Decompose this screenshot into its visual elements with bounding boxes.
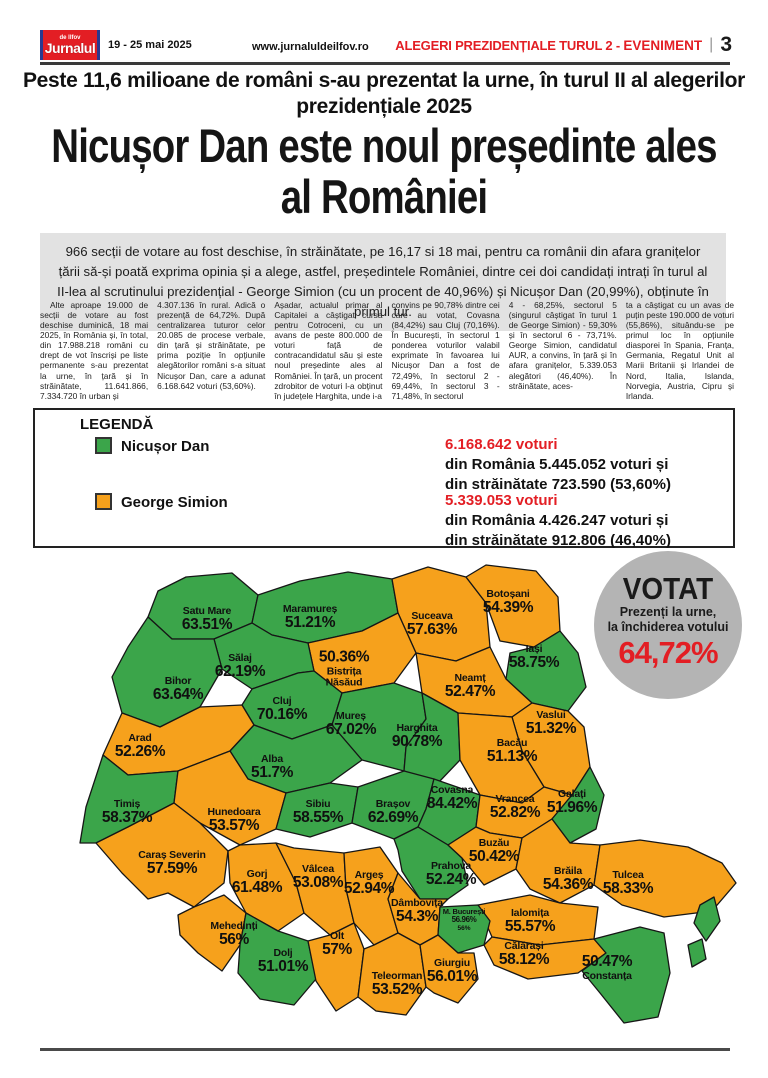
county-label-hunedoara: Hunedoara 53.57% (207, 805, 261, 835)
county-label-teleorman: Teleorman 53.52% (371, 969, 423, 999)
county-label-calarasi: Călărași 58.12% (498, 939, 550, 969)
county-label-maramures: Maramureș 51.21% (282, 602, 338, 632)
county-label-braila: Brăila 54.36% (542, 864, 594, 894)
simion-total-votes: 5.339.053 voturi (445, 492, 558, 509)
body-column-3: Așadar, actualul primar al Capitalei a câștigat cursa pentru Cotroceni, cu un avans de peste 800.000 de voturi față de contracandidatul său și este noul președinte ales al României. În țară, un procent zdrobitor de voturi l-a obținut în județele Harghita, unde i-a (274, 300, 383, 401)
county-label-neamt: Neamț 52.47% (444, 671, 496, 701)
turnout-badge-title: VOTAT (622, 571, 714, 606)
county-label-brasov: Brașov 62.69% (367, 797, 419, 827)
county-label-salaj: Sălaj 62.19% (214, 651, 266, 681)
county-label-timis: Timiș 58.37% (101, 797, 153, 827)
logo-subtitle: de Ilfov (59, 35, 81, 41)
county-label-caras: Caraș Severin 57.59% (138, 848, 206, 878)
section-highlight: EVENIMENT (623, 37, 703, 53)
legend-title: LEGENDĂ (80, 416, 154, 433)
article-body (40, 300, 734, 406)
county-label-bihor: Bihor 63.64% (152, 674, 204, 704)
county-label-cluj: Cluj 70.16% (256, 694, 308, 724)
body-column-6: ta a câștigat cu un avas de puțin peste 190.000 de voturi (55,86%), situându-se pe primul loc în opțiunile diasporei în Spania, Franța, Germania, Regatul Unit al Marii Britanii și Irlandei de Nord, Italia, Islanda, Norvegia, Austria, Cipru și Irlanda. (625, 300, 734, 401)
simion-results (445, 491, 671, 551)
county-label-mures: Mureș 67.02% (325, 709, 377, 739)
county-label-dambovita: Dâmbovița 54.3% (391, 896, 443, 926)
county-label-prahova: Prahova 52.24% (425, 859, 477, 889)
body-column-5: 4 - 68,25%, sectorul 5 (singurul câștigat în turul 1 de George Simion) - 59,30% și în sectorul 6 - 73,71%. George Simion, candidatul AUR, a convins, în țară și în afara granițelor, 5.339.053 alegători (46,40%). În străinătate, aces- (508, 300, 617, 391)
county-label-buzau: Buzău 50.42% (468, 836, 520, 866)
candidate-name-dan: Nicușor Dan (121, 438, 210, 455)
body-column-1: Alte aproape 19.000 de secții de votare au fost deschise duminică, 18 mai 2025, în România și, în total, din 17.988.218 români cu drept de vot înscriși pe liste permanente s-au prezentat la urne, în țară și în străinătate, 11.641.866, 7.334.720 în urban și (40, 300, 149, 401)
issue-date: 19 - 25 mai 2025 (108, 39, 192, 51)
county-label-arad: Arad 52.26% (114, 731, 166, 761)
main-headline (0, 120, 768, 222)
county-label-mehedinti: Mehedinți 56% (210, 919, 258, 949)
county-label-vaslui: Vaslui 51.32% (525, 708, 577, 738)
county-label-bacau: Bacău 51.13% (486, 736, 538, 766)
county-label-bucuresti: M. București 56.96% 56% (442, 907, 486, 932)
county-label-tulcea: Tulcea 58.33% (602, 868, 654, 898)
county-label-suceava: Suceava 57.63% (406, 609, 458, 639)
county-label-gorj: Gorj 61.48% (231, 867, 283, 897)
county-label-botosani: Botoșani 54.39% (482, 587, 534, 617)
county-label-vrancea: Vrancea 52.82% (489, 792, 541, 822)
body-column-2: 4.307.136 în rural. Adică o prezență de 64,72%. După centralizarea tuturor celor 20.085 de procese verbale, din țară și străinătate, pe prima poziție în opțiunile alegătorilor români s-a situat Nicușor Dan, care a adunat 6.168.642 voturi (53,60%). (157, 300, 266, 391)
headline-line-2: al României (280, 170, 488, 223)
header-rule (40, 62, 730, 65)
turnout-line-1: Prezenți la urne, (619, 605, 717, 619)
page-number: 3 (720, 33, 732, 56)
candidate-name-simion: George Simion (121, 494, 228, 511)
county-label-ialomita: Ialomița 55.57% (504, 906, 556, 936)
county-label-constanta: 50.47% Constanța (581, 952, 633, 982)
danube-delta-islet-2 (688, 939, 706, 967)
simion-color-swatch (95, 493, 112, 510)
dan-total-votes: 6.168.642 voturi (445, 436, 558, 453)
dan-detail-1: din România 5.445.052 voturi și (445, 456, 669, 473)
logo-title: Jurnalul (44, 40, 96, 56)
dan-results (445, 435, 671, 495)
body-column-4: convins pe 90,78% dintre cei care au votat, Covasna (84,42%) sau Cluj (70,16%). În București, în sectorul 1 ponderea voturilor valabil exprimate în favoarea lui Nicușor Dan a fost de 72,49%, în sectorul 2 - 69,44%, în sectorul 3 - 71,48%, în sectorul (391, 300, 500, 401)
header-separator: | (709, 36, 714, 53)
county-label-sibiu: Sibiu 58.55% (292, 797, 344, 827)
county-label-arges: Argeș 52.94% (343, 868, 395, 898)
turnout-line-2: la închiderea votului (607, 620, 729, 634)
county-label-iasi: Iași 58.75% (508, 642, 560, 672)
county-label-dolj: Dolj 51.01% (257, 946, 309, 976)
county-label-satu-mare: Satu Mare 63.51% (181, 604, 233, 634)
lead-paragraph: 966 secții de votare au fost deschise, în străinătate, pe 16,17 si 18 mai, pentru ca românii din afara granițelor țării să-și poată exprima opinia și a alege, astfel, președintele României, dintre cei doi candidați intrați în turul al II-lea al scrutinului prezidențial - George Simion (cu un procent de 40,96%) și Nicușor Dan (20,99%), obținute în primul tur. (40, 233, 726, 331)
county-label-olt: Olt 57% (322, 929, 352, 959)
turnout-value: 64,72% (618, 635, 718, 670)
jurnalul-logo (40, 30, 100, 60)
county-label-galati: Galați 51.96% (546, 787, 598, 817)
section-header (395, 33, 732, 57)
dan-detail-2: din străinătate 723.590 (53,60%) (445, 476, 671, 493)
simion-detail-1: din România 4.426.247 voturi și (445, 512, 669, 529)
kicker-subtitle: Peste 11,6 milioane de români s-au prezentat la urne, în turul II al alegerilor prezidențiale 2025 (22, 69, 746, 118)
county-label-giurgiu: Giurgiu 56.01% (426, 956, 478, 986)
county-label-alba: Alba 51.7% (251, 752, 293, 782)
dan-color-swatch (95, 437, 112, 454)
legend-box (33, 408, 735, 548)
section-label: ALEGERI PREZIDENȚIALE TURUL 2 - EVENIMENT (395, 37, 703, 53)
headline-line-1: Nicușor Dan este noul președinte ales (51, 119, 717, 172)
simion-detail-2: din străinătate 912.806 (46,40%) (445, 532, 671, 549)
turnout-badge (594, 551, 742, 699)
county-label-covasna: Covasna 84.42% (426, 783, 478, 813)
county-label-harghita: Harghita 90.78% (391, 721, 443, 751)
county-label-valcea: Vâlcea 53.08% (292, 862, 344, 892)
county-label-bistrita: 50.36% Bistrița Năsăud (318, 648, 370, 689)
bottom-rule (40, 1048, 730, 1051)
website-url: www.jurnaluldeilfov.ro (252, 41, 369, 53)
